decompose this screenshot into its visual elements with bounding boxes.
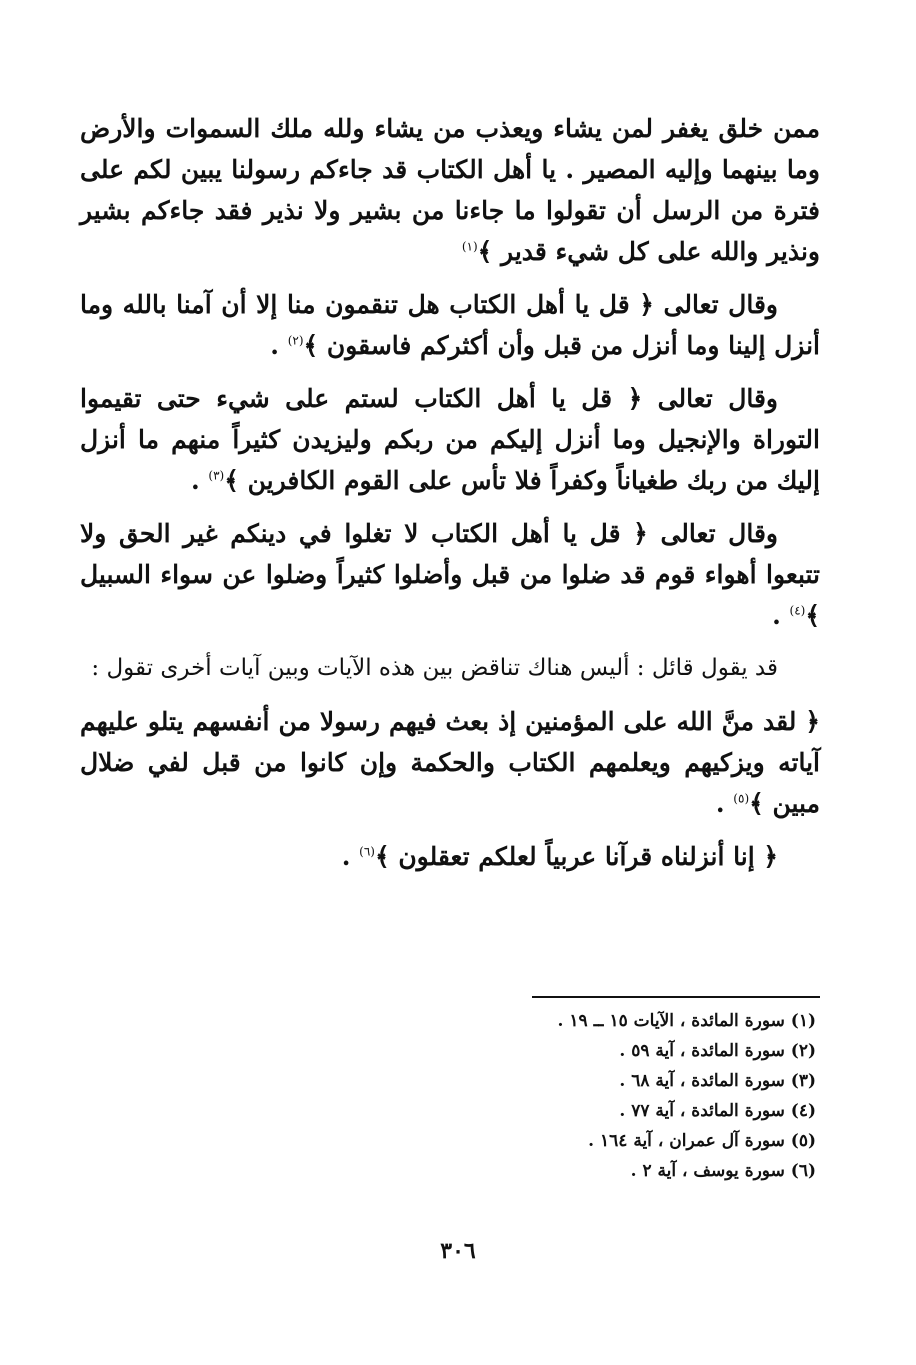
footnote-6: (٦) سورة يوسف ، آية ٢ . bbox=[630, 1161, 816, 1181]
footnote-ref-1: (١) bbox=[461, 239, 478, 254]
paragraph-3: وقال تعالى ﴿ قل يا أهل الكتاب لستم على شيء حتى تقيموا التوراة والإنجيل وما أنزل إليكم من ربكم وليزيدن كثيراً منهم ما أنزل إليك من ربك طغياناً وكفراً فلا تأس على القوم الكافرين ﴾$^{(٣)}$ . bbox=[80, 384, 820, 495]
footnote-ref-6: (٦) bbox=[359, 844, 375, 859]
main-text bbox=[80, 108, 820, 877]
footnote-ref-5: (٥) bbox=[733, 791, 750, 806]
paragraph-6: ﴿ لقد منَّ الله على المؤمنين إذ بعث فيهم رسولا من أنفسهم يتلو عليهم آياته ويزكيهم ويعلمهم الكتاب والحكمة وإن كانوا من قبل لفي ضلال مبين ﴾$^{(٥)}$ . bbox=[80, 707, 820, 818]
footnote-1: (١) سورة المائدة ، الآيات ١٥ ــ ١٩ . bbox=[557, 1011, 816, 1031]
paragraph-4: وقال تعالى ﴿ قل يا أهل الكتاب لا تغلوا في دينكم غير الحق ولا تتبعوا أهواء قوم قد ضلوا من قبل وأضلوا كثيراً وضلوا عن سواء السبيل ﴾$^{(٤)}$ . bbox=[80, 519, 820, 630]
footnote-2: (٢) سورة المائدة ، آية ٥٩ . bbox=[619, 1041, 816, 1061]
paragraph-7: ﴿ إنا أنزلناه قرآنا عربياً لعلكم تعقلون ﴾$^{(٦)}$ . bbox=[341, 842, 778, 871]
paragraph-2: وقال تعالى ﴿ قل يا أهل الكتاب هل تنقمون منا إلا أن آمنا بالله وما أنزل إلينا وما أنزل من قبل وأن أكثركم فاسقون ﴾$^{(٢)}$ . bbox=[80, 290, 820, 360]
footnotes bbox=[416, 1006, 816, 1186]
footnote-ref-3: (٣) bbox=[208, 468, 225, 483]
paragraph-1: ممن خلق يغفر لمن يشاء ويعذب من يشاء ولله ملك السموات والأرض وما بينهما وإليه المصير . يا أهل الكتاب قد جاءكم رسولنا يبين لكم على فترة من الرسل أن تقولوا ما جاءنا من بشير ولا نذير فقد جاءكم بشير ونذير والله على كل شيء قدير ﴾$^{(١)}$ bbox=[80, 114, 820, 266]
footnote-5: (٥) سورة آل عمران ، آية ١٦٤ . bbox=[588, 1131, 816, 1151]
footnote-ref-4: (٤) bbox=[789, 603, 806, 618]
footnote-4: (٤) سورة المائدة ، آية ٧٧ . bbox=[619, 1101, 816, 1121]
footnote-divider bbox=[532, 996, 820, 998]
footnote-3: (٣) سورة المائدة ، آية ٦٨ . bbox=[619, 1071, 816, 1091]
paragraph-5: قد يقول قائل : أليس هناك تناقض بين هذه الآيات وبين آيات أخرى تقول : bbox=[91, 655, 778, 681]
page-number: ٣٠٦ bbox=[440, 1238, 476, 1264]
footnote-ref-2: (٢) bbox=[287, 333, 304, 348]
